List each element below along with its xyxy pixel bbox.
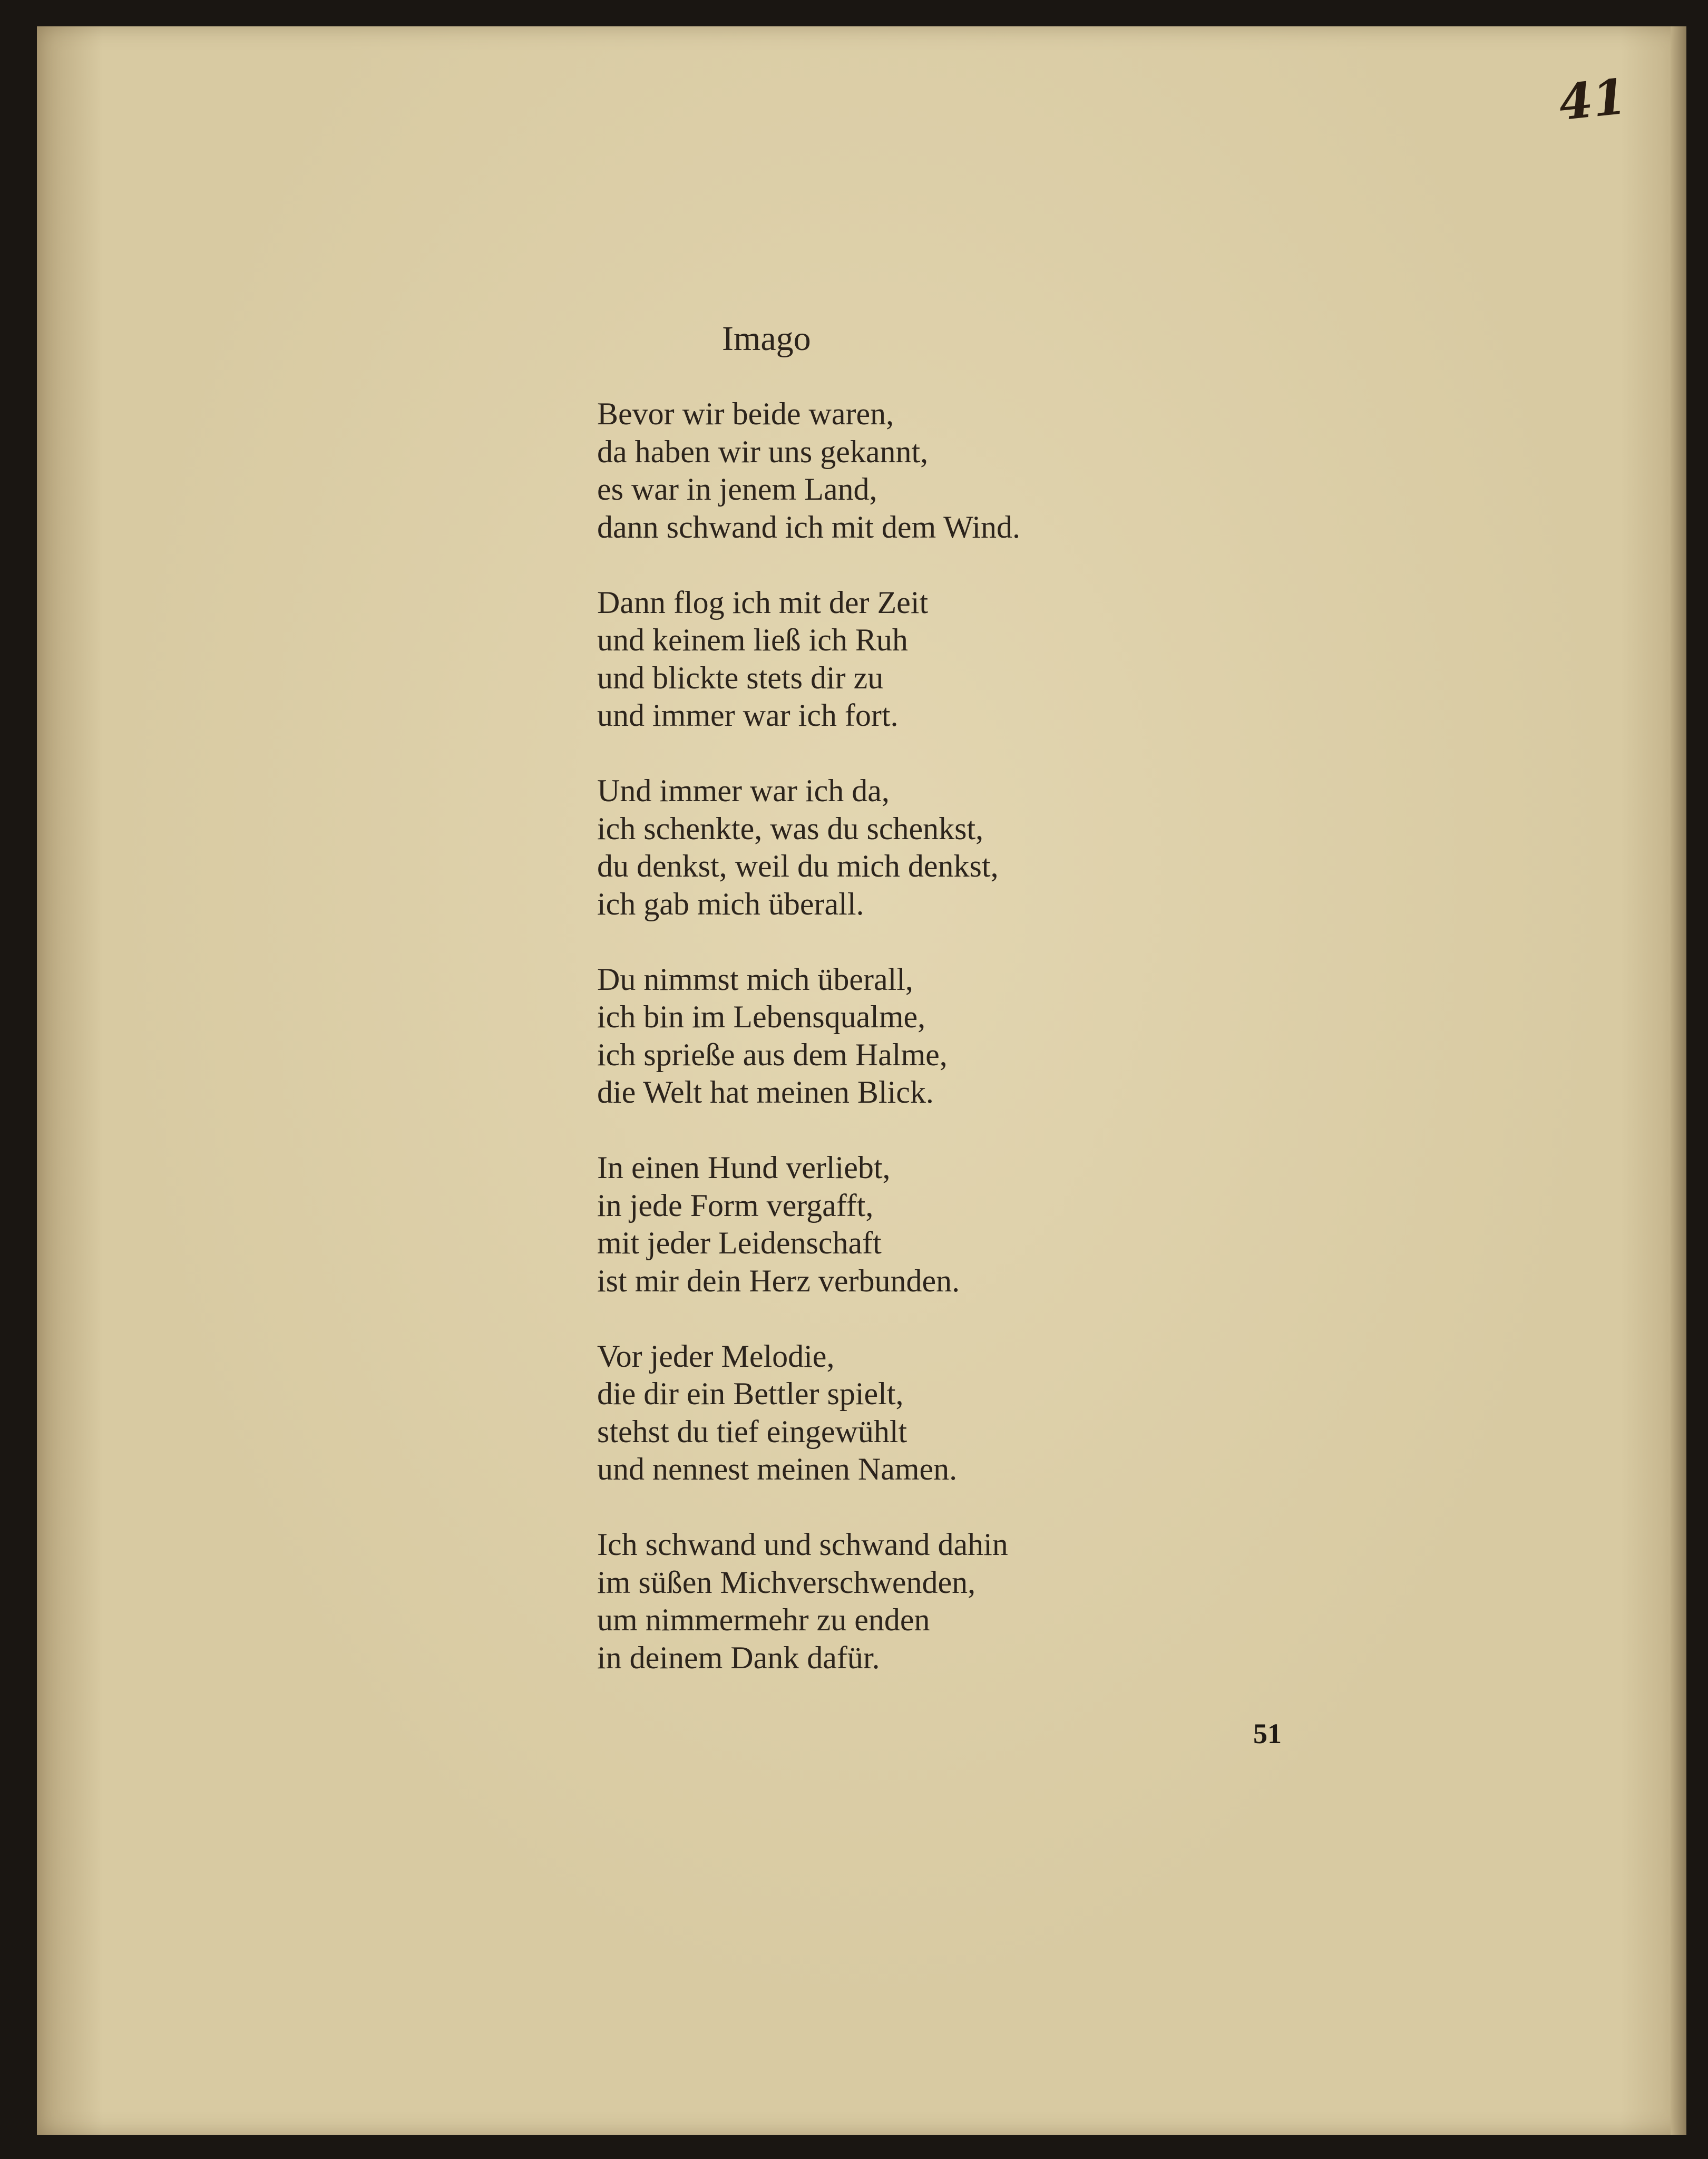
verse-line: Vor jeder Melodie, <box>597 1338 835 1374</box>
stanza <box>597 772 1020 923</box>
verse-line: ich gab mich überall. <box>597 886 864 921</box>
verse-line: da haben wir uns gekannt, <box>597 434 929 469</box>
handwritten-folio-number: 41 <box>1556 67 1629 132</box>
verse-line: ist mir dein Herz verbunden. <box>597 1263 960 1298</box>
stanza <box>597 1149 1020 1300</box>
verse-line: und immer war ich fort. <box>597 698 899 733</box>
verse-line: Ich schwand und schwand dahin <box>597 1527 1008 1562</box>
page-edge <box>1671 26 1686 2135</box>
stanza <box>597 961 1020 1112</box>
verse-line: im süßen Michverschwenden, <box>597 1564 976 1600</box>
poem-title: Imago <box>722 319 811 358</box>
stanza <box>597 584 1020 735</box>
stanza <box>597 395 1020 546</box>
verse-line: ich sprieße aus dem Halme, <box>597 1037 948 1072</box>
verse-line: mit jeder Leidenschaft <box>597 1226 882 1260</box>
verse-line: Dann flog ich mit der Zeit <box>597 585 929 620</box>
verse-line: stehst du tief eingewühlt <box>597 1414 907 1449</box>
verse-line: und keinem ließ ich Ruh <box>597 623 908 657</box>
verse-line: ich bin im Lebensqualme, <box>597 999 926 1034</box>
page-number: 51 <box>1253 1718 1282 1749</box>
verse-line: und nennest meinen Namen. <box>597 1452 958 1486</box>
verse-line: die Welt hat meinen Blick. <box>597 1075 934 1110</box>
poem-body <box>597 395 1020 1715</box>
verse-line: die dir ein Bettler spielt, <box>597 1376 904 1411</box>
stanza <box>597 1338 1020 1489</box>
verse-line: in deinem Dank dafür. <box>597 1640 880 1675</box>
verse-line: dann schwand ich mit dem Wind. <box>597 509 1020 544</box>
verse-line: du denkst, weil du mich denkst, <box>597 849 999 883</box>
stanza <box>597 1526 1020 1677</box>
verse-line: um nimmermehr zu enden <box>597 1602 930 1637</box>
verse-line: In einen Hund verliebt, <box>597 1150 891 1185</box>
verse-line: und blickte stets dir zu <box>597 660 884 695</box>
verse-line: es war in jenem Land, <box>597 472 877 507</box>
verse-line: in jede Form vergafft, <box>597 1188 874 1223</box>
verse-line: Du nimmst mich überall, <box>597 961 913 997</box>
verse-line: ich schenkte, was du schenkst, <box>597 811 984 846</box>
verse-line: Bevor wir beide waren, <box>597 396 894 431</box>
verse-line: Und immer war ich da, <box>597 773 890 808</box>
